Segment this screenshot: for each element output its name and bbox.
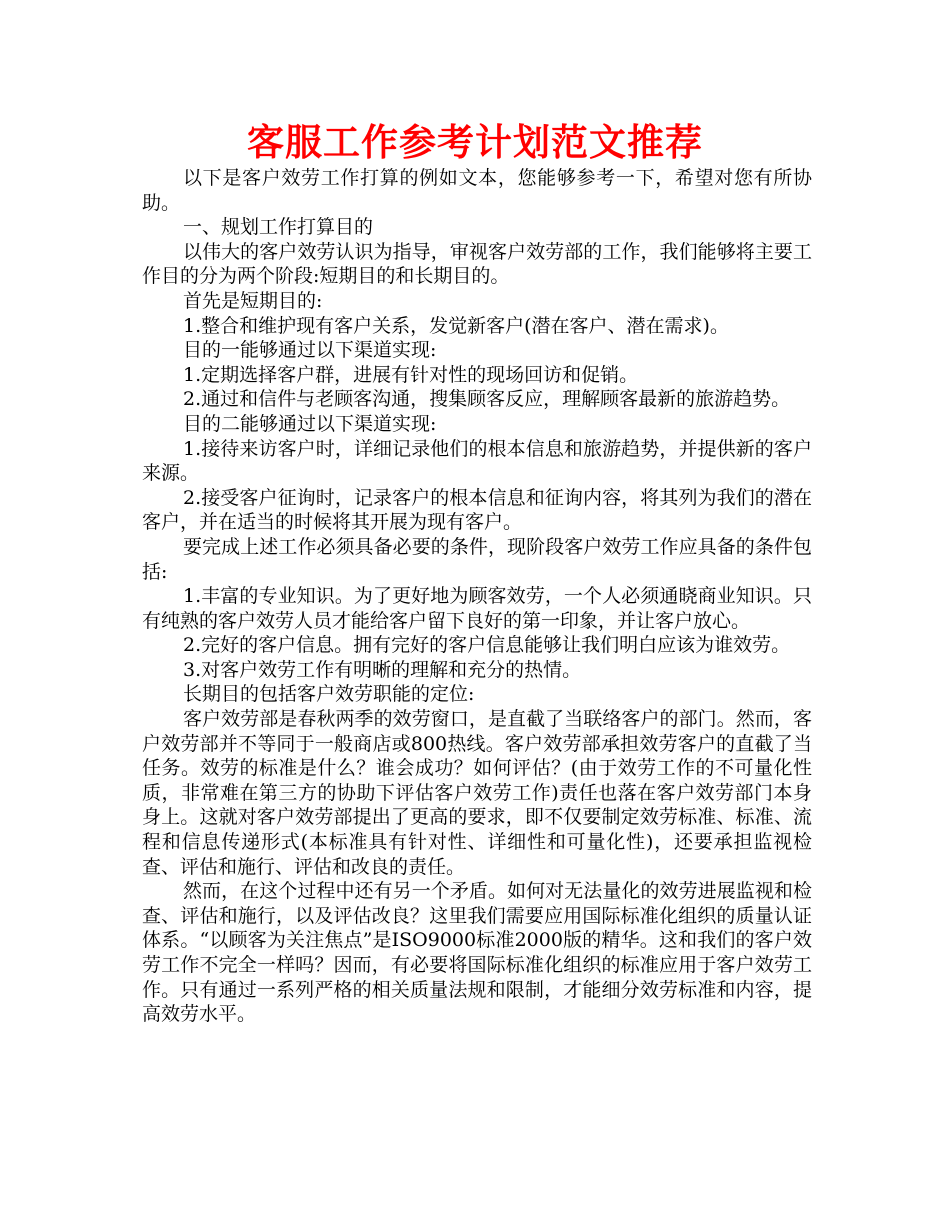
list-item: 1.整合和维护现有客户关系，发觉新客户(潜在客户、潜在需求)。 [183,314,729,337]
list-item: 1.丰富的专业知识。为了更好地为顾客效劳，一个人必须通晓商业知识。只有纯熟的客户效劳人员才能给客户留下良好的第一印象，并让客户放心。 [142,585,812,632]
list-item: 1.定期选择客户群，进展有针对性的现场回访和促销。 [183,363,639,386]
document-body [142,166,812,1027]
paragraph: 客户效劳部是春秋两季的效劳窗口，是直截了当联络客户的部门。然而，客户效劳部并不等同于一般商店或800热线。客户效劳部承担效劳客户的直截了当任务。效劳的标准是什么？谁会成功？如何评估？(由于效劳工作的不可量化性质，非常难在第三方的协助下评估客户效劳工作)责任也落在客户效劳部门本身身上。这就对客户效劳部提出了更高的要求，即不仅要制定效劳标准、标准、流程和信息传递形式(本标准具有针对性、详细性和可量化性)，还要承担监视检查、评估和施行、评估和改良的责任。 [142,708,812,878]
paragraph: 目的一能够通过以下渠道实现: [183,339,437,362]
paragraph: 首先是短期目的: [183,289,323,312]
list-item: 1.接待来访客户时，详细记录他们的根本信息和旅游趋势，并提供新的客户来源。 [142,437,812,485]
paragraph: 要完成上述工作必须具备必要的条件，现阶段客户效劳工作应具备的条件包括: [142,535,812,583]
document-title: 客服工作参考计划范文推荐 [247,121,703,164]
list-item: 2.接受客户征询时，记录客户的根本信息和征询内容，将其列为我们的潜在客户，并在适当的时候将其开展为现有客户。 [142,486,812,534]
list-item: 2.通过和信件与老顾客沟通，搜集顾客反应，理解顾客最新的旅游趋势。 [183,388,791,411]
section-heading-goals: 一、规划工作打算目的 [183,216,374,239]
paragraph: 长期目的包括客户效劳职能的定位: [183,683,475,706]
paragraph-intro: 以下是客户效劳工作打算的例如文本，您能够参考一下，希望对您有所协助。 [142,167,812,214]
list-item: 3.对客户效劳工作有明晰的理解和充分的热情。 [183,658,582,681]
paragraph: 目的二能够通过以下渠道实现: [183,412,437,435]
paragraph: 然而，在这个过程中还有另一个矛盾。如何对无法量化的效劳进展监视和检查、评估和施行，以及评估改良？这里我们需要应用国际标准化组织的质量认证体系。“以顾客为关注焦点”是ISO9000标准2000版的精华。这和我们的客户效劳工作不完全一样吗？因而，有必要将国际标准化组织的标准应用于客户效劳工作。只有通过一系列严格的相关质量法规和限制，才能细分效劳标准和内容，提高效劳水平。 [142,880,812,1026]
paragraph: 以伟大的客户效劳认识为指导，审视客户效劳部的工作，我们能够将主要工作目的分为两个阶段:短期目的和长期目的。 [142,240,812,288]
list-item: 2.完好的客户信息。拥有完好的客户信息能够让我们明白应该为谁效劳。 [183,634,791,657]
